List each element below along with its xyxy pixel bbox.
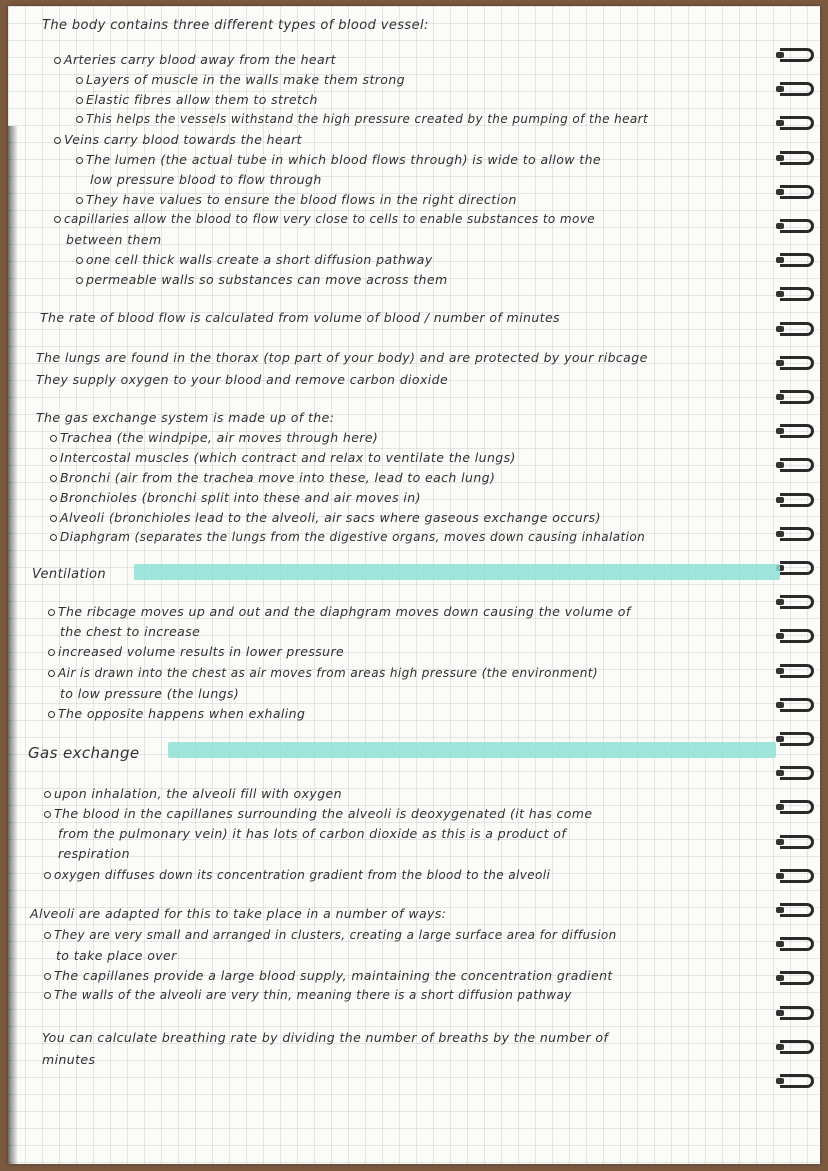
list-item: Bronchi (air from the trachea move into these, lead to each lung) — [50, 470, 495, 485]
bullet-icon — [76, 157, 83, 164]
bullet-icon — [76, 277, 83, 284]
highlighter-stroke — [134, 564, 780, 580]
note-line: The lumen (the actual tube in which blood flows through) is wide to allow the — [76, 152, 601, 167]
gas-system-title: The gas exchange system is made up of the: — [36, 410, 335, 425]
vessels-title: The body contains three different types of blood vessel: — [42, 18, 429, 33]
bullet-icon — [50, 455, 57, 462]
bullet-icon — [76, 197, 83, 204]
bullet-icon — [50, 495, 57, 502]
bullet-icon — [44, 791, 51, 798]
note-line: the chest to increase — [60, 624, 201, 639]
bullet-icon — [48, 711, 55, 718]
list-item: Bronchioles (bronchi split into these and air moves in) — [50, 490, 421, 505]
blood-flow-rate: The rate of blood flow is calculated from volume of blood / number of minutes — [40, 310, 560, 325]
bullet-icon — [54, 216, 61, 223]
breathing-rate-line: minutes — [42, 1052, 96, 1067]
list-item: Intercostal muscles (which contract and relax to ventilate the lungs) — [50, 450, 516, 465]
bullet-icon — [76, 77, 83, 84]
bullet-icon — [44, 872, 51, 879]
bullet-icon — [50, 534, 57, 541]
note-line: permeable walls so substances can move across them — [76, 272, 448, 287]
note-line: The walls of the alveoli are very thin, meaning there is a short diffusion pathway — [44, 988, 572, 1002]
note-line: upon inhalation, the alveoli fill with oxygen — [44, 786, 342, 801]
notebook-page — [8, 6, 820, 1164]
bullet-icon — [44, 973, 51, 980]
note-line: capillaries allow the blood to flow very close to cells to enable substances to move — [54, 212, 595, 226]
list-item: Trachea (the windpipe, air moves through here) — [50, 430, 378, 445]
breathing-rate-line: You can calculate breathing rate by dividing the number of breaths by the number of — [42, 1030, 609, 1045]
note-line: increased volume results in lower pressure — [48, 644, 344, 659]
bullet-icon — [54, 137, 61, 144]
bullet-icon — [48, 670, 55, 677]
note-line: to take place over — [56, 948, 177, 963]
note-line: They have values to ensure the blood flows in the right direction — [76, 192, 517, 207]
bullet-icon — [50, 515, 57, 522]
bullet-icon — [54, 57, 61, 64]
note-line: The opposite happens when exhaling — [48, 706, 305, 721]
bullet-icon — [48, 649, 55, 656]
list-item: Alveoli (bronchioles lead to the alveoli, air sacs where gaseous exchange occurs) — [50, 510, 601, 525]
note-line: from the pulmonary vein) it has lots of carbon dioxide as this is a product of — [58, 826, 567, 841]
note-line: The ribcage moves up and out and the diaphgram moves down causing the volume of — [48, 604, 631, 619]
bullet-icon — [44, 932, 51, 939]
gas-exchange-heading: Gas exchange — [28, 744, 140, 762]
bullet-icon — [50, 475, 57, 482]
note-line: low pressure blood to flow through — [90, 172, 322, 187]
handwritten-notes — [8, 6, 820, 1164]
note-line: to low pressure (the lungs) — [60, 686, 240, 701]
bullet-icon — [76, 257, 83, 264]
note-line: Layers of muscle in the walls make them strong — [76, 72, 405, 87]
highlighter-stroke — [168, 742, 776, 758]
list-item: Diaphgram (separates the lungs from the digestive organs, moves down causing inhalation — [50, 530, 645, 544]
lungs-line: They supply oxygen to your blood and remove carbon dioxide — [36, 372, 449, 387]
note-line: Arteries carry blood away from the heart — [54, 52, 336, 67]
note-line: The capillanes provide a large blood supply, maintaining the concentration gradient — [44, 968, 613, 983]
note-line: Elastic fibres allow them to stretch — [76, 92, 318, 107]
ventilation-heading: Ventilation — [32, 567, 106, 582]
bullet-icon — [76, 116, 83, 123]
note-line: Veins carry blood towards the heart — [54, 132, 302, 147]
lungs-line: The lungs are found in the thorax (top part of your body) and are protected by your ribcage — [36, 350, 648, 365]
note-line: They are very small and arranged in clusters, creating a large surface area for diffusion — [44, 928, 617, 942]
note-line: one cell thick walls create a short diffusion pathway — [76, 252, 433, 267]
note-line: oxygen diffuses down its concentration gradient from the blood to the alveoli — [44, 868, 550, 882]
note-line: This helps the vessels withstand the high pressure created by the pumping of the heart — [76, 112, 648, 126]
note-line: respiration — [58, 846, 130, 861]
note-line: The blood in the capillanes surrounding the alveoli is deoxygenated (it has come — [44, 806, 592, 821]
bullet-icon — [76, 97, 83, 104]
note-line: Air is drawn into the chest as air moves from areas high pressure (the environment) — [48, 666, 598, 680]
bullet-icon — [50, 435, 57, 442]
bullet-icon — [48, 609, 55, 616]
note-line: between them — [66, 232, 162, 247]
alveoli-title: Alveoli are adapted for this to take place in a number of ways: — [30, 906, 447, 921]
bullet-icon — [44, 811, 51, 818]
bullet-icon — [44, 992, 51, 999]
